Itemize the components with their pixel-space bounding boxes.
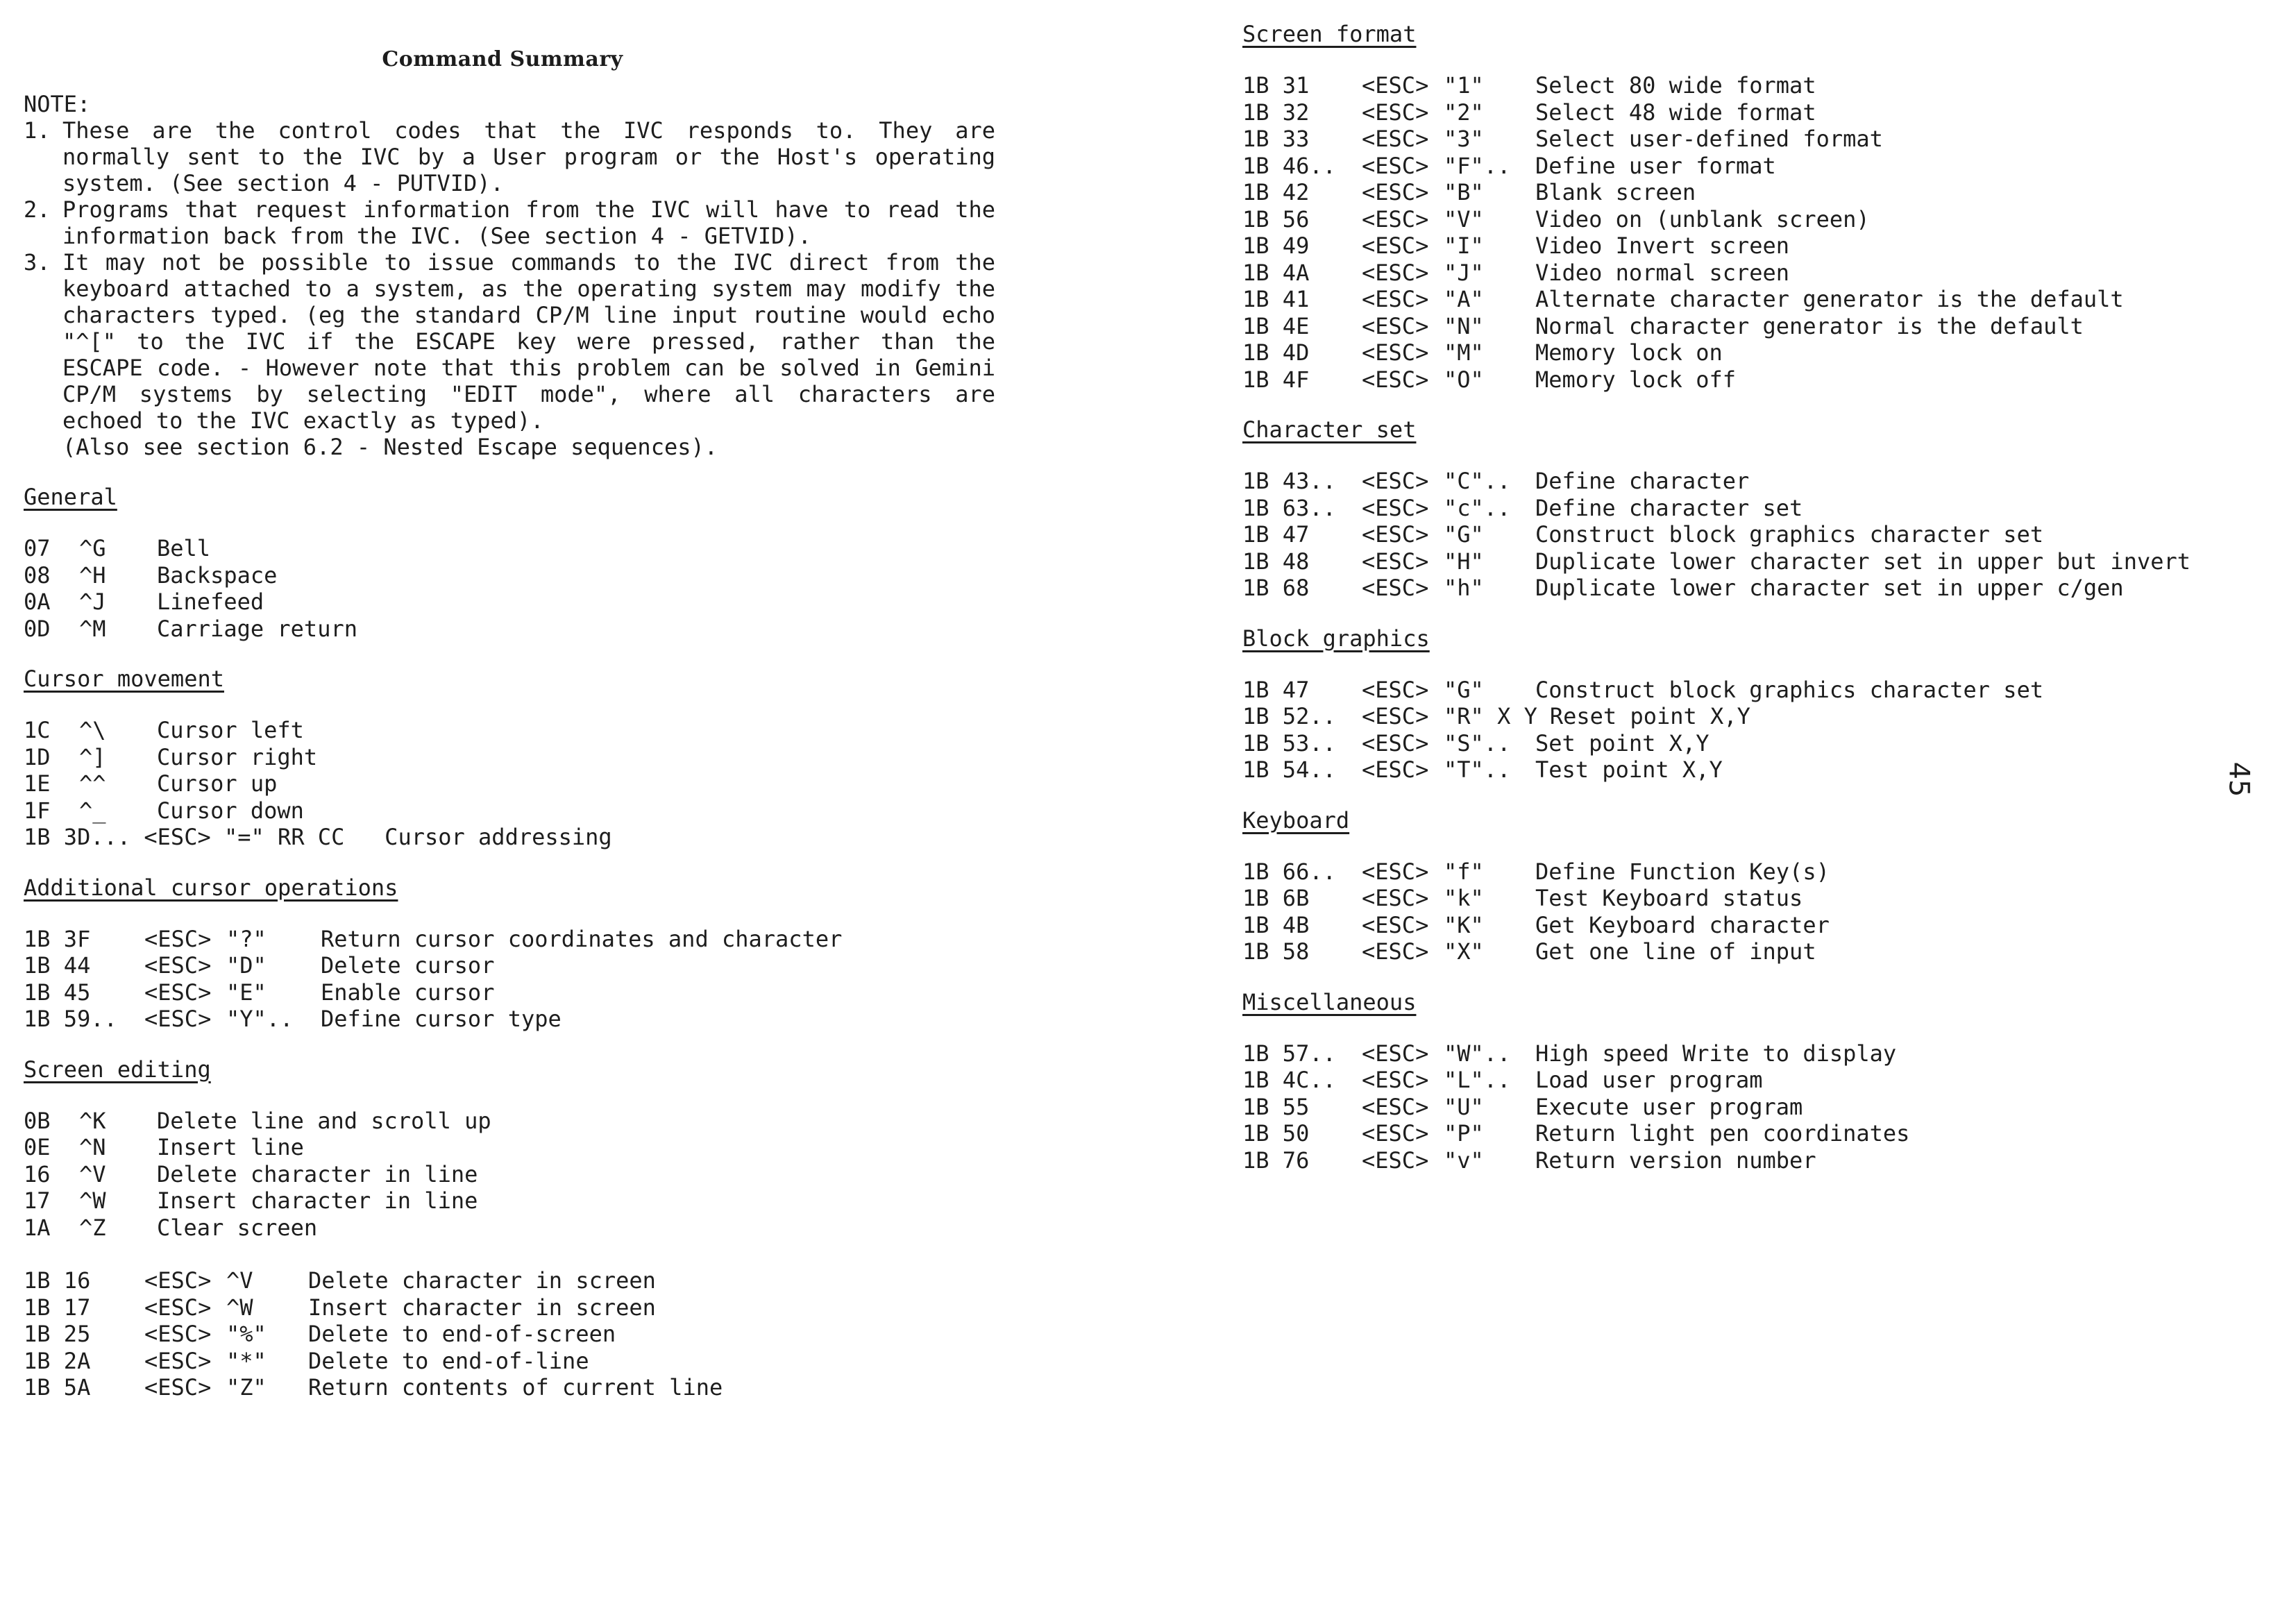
ctrl-key: ^^ [79,770,106,797]
table-row [1242,1147,2242,1174]
esc-key: <ESC> [144,1267,212,1294]
hex-code: 1B 4B [1242,911,1310,938]
command-description: Enable cursor [321,979,495,1006]
table-row [24,1187,995,1215]
command-description: Get one line of input [1535,938,1816,965]
hex-code: 1B 53.. [1242,729,1336,756]
command-description: Delete to end-of-screen [308,1321,616,1347]
table-row [24,1161,995,1188]
esc-key: <ESC> [1362,494,1429,521]
table-row [1242,938,2242,965]
table-row [1242,260,2242,287]
char-code: "Z" [226,1374,267,1401]
char-code: "M" [1444,339,1484,366]
hex-code: 1E [24,770,51,797]
char-code: "%" [226,1321,267,1347]
char-code: "U" [1444,1093,1484,1120]
note-number: 3. [24,249,51,276]
command-description: Construct block graphics character set [1535,676,2044,703]
section-heading-general: General [24,484,117,510]
ctrl-key: ^N [79,1134,106,1160]
table-row [24,717,995,744]
section-heading-screen-format: Screen format [1242,21,1417,47]
command-description: High speed Write to display [1535,1040,1897,1067]
hex-code: 1B 4F [1242,366,1310,393]
character-set-table [1242,468,2242,602]
char-code: "?" [226,925,267,952]
esc-key: <ESC> [1362,259,1429,286]
command-description: Cursor right [157,743,318,770]
hex-code: 1B 76 [1242,1147,1310,1174]
table-row [1242,730,2242,757]
hex-code: 0D [24,615,51,642]
command-description: Alternate character generator is the default [1535,286,2124,312]
command-description: Delete cursor [321,952,495,979]
ctrl-key: ^M [79,615,106,642]
command-description: Cursor up [157,770,278,797]
esc-key: <ESC> [144,925,212,952]
esc-key: <ESC> [1362,72,1429,99]
hex-code: 1B 42 [1242,179,1310,205]
hex-code: 1B 54.. [1242,756,1336,783]
esc-key: <ESC> [1362,179,1429,205]
char-code: "T".. [1444,756,1511,783]
table-row [1242,912,2242,939]
table-row [24,926,995,953]
command-description: Clear screen [157,1214,318,1241]
char-code: "h" [1444,575,1484,601]
esc-key: <ESC> [1362,99,1429,126]
command-description: Delete character in line [157,1160,478,1187]
char-code: "A" [1444,286,1484,312]
command-description: Insert character in line [157,1187,478,1214]
hex-code: 1B 31 [1242,72,1310,99]
table-row [24,1267,995,1294]
hex-code: 1B 32 [1242,99,1310,126]
char-code: "v" [1444,1147,1484,1174]
command-description: Backspace [157,561,278,589]
section-heading-block-graphics: Block graphics [1242,625,1430,652]
char-code: "G" [1444,676,1484,703]
ctrl-key: ^] [79,743,106,770]
command-description: Execute user program [1535,1093,1803,1120]
command-description: Load user program [1535,1067,1763,1093]
hex-code: 08 [24,561,51,589]
char-code: "c".. [1444,494,1511,521]
left-page [24,42,995,1401]
esc-key: <ESC> [1362,366,1429,393]
table-row [24,1134,995,1161]
hex-code: 1B 41 [1242,286,1310,312]
table-row [24,770,995,797]
table-row [24,1294,995,1321]
table-row [1242,126,2242,153]
table-row [24,952,995,979]
cursor-addressing-row [24,824,995,851]
esc-key: <ESC> [1362,205,1429,232]
table-row [1242,703,2242,730]
section-heading-additional-cursor: Additional cursor operations [24,874,398,901]
ctrl-key: ^V [79,1160,106,1187]
command-description: Define cursor type [321,1006,562,1032]
hex-code: 1B 48 [1242,548,1310,575]
screen-format-table [1242,72,2242,393]
command-description: Insert character in screen [308,1294,656,1321]
command-description: Linefeed [157,589,264,615]
esc-key: <ESC> [144,1294,212,1321]
hex-code: 1B 45 [24,979,91,1006]
esc-key: <ESC> [1362,232,1429,259]
screen-editing-esc-table [24,1267,995,1401]
command-description: Define user format [1535,152,1776,179]
table-row [24,979,995,1006]
hex-code: 1F [24,797,51,824]
ctrl-key: ^_ [79,797,106,824]
note-item [24,117,995,196]
char-code: "L".. [1444,1067,1511,1093]
command-description: Video on (unblank screen) [1535,205,1870,232]
table-row [1242,468,2242,495]
char-code: ^V [226,1267,253,1294]
command-description: Normal character generator is the default [1535,312,2084,339]
hex-code: 1B 50 [1242,1120,1310,1147]
hex-code: 1B 6B [1242,885,1310,911]
table-row [1242,1120,2242,1147]
esc-key: <ESC> [1362,339,1429,366]
char-code: "N" [1444,312,1484,339]
hex-code: 1D [24,743,51,770]
esc-key: <ESC> [1362,1093,1429,1120]
hex-code: 1B 4A [1242,259,1310,286]
table-row [1242,1067,2242,1094]
hex-code: 1B 57.. [1242,1040,1336,1067]
note-extra: (Also see section 6.2 - Nested Escape sequences). [62,434,718,460]
char-code: "1" [1444,72,1484,99]
esc-key: <ESC> [1362,676,1429,703]
command-description: Carriage return [157,615,357,642]
table-row [1242,339,2242,366]
char-code: ^W [226,1294,253,1321]
hex-code: 16 [24,1160,51,1187]
command-description: Define character set [1535,494,1803,521]
ctrl-key: ^\ [79,717,106,743]
char-code: "G" [1444,521,1484,548]
esc-key: <ESC> [1362,1067,1429,1093]
hex-code: 1B 4D [1242,339,1310,366]
esc-key: <ESC> [144,1347,212,1374]
page-title: Command Summary [382,47,623,71]
hex-code: 1B 17 [24,1294,91,1321]
command-description: Set point X,Y [1535,729,1710,756]
command-description: Select 48 wide format [1535,99,1816,126]
hex-code: 17 [24,1187,51,1214]
char-code: "R" X Y [1444,703,1537,729]
esc-key: <ESC> [1362,911,1429,938]
hex-code: 1B 43.. [1242,468,1336,494]
ctrl-key: ^G [79,535,106,561]
hex-code: 1B 44 [24,952,91,979]
command-description: Memory lock off [1535,366,1736,393]
table-row [1242,495,2242,522]
esc-key: <ESC> [1362,468,1429,494]
command-description: Get Keyboard character [1535,911,1830,938]
ctrl-key: ^J [79,589,106,615]
hex-code: 1B 5A [24,1374,91,1401]
table-row [1242,179,2242,206]
table-row [24,589,995,616]
hex-code: 1B 68 [1242,575,1310,601]
ctrl-key: ^Z [79,1214,106,1241]
esc-key: <ESC> [144,1006,212,1032]
table-row [24,1215,995,1242]
char-code: "I" [1444,232,1484,259]
screen-editing-ctrl-table [24,1108,995,1242]
command-description: Return contents of current line [308,1374,723,1401]
command-description: Delete to end-of-line [308,1347,589,1374]
ctrl-key: ^H [79,561,106,589]
table-row [24,797,995,824]
note-text: It may not be possible to issue commands to the IVC direct from the keyboard attached to a system, as the operating system may modify the characters typed. (eg the standard CP/M line input routine would echo "^[" to the IVC if the ESCAPE key were pressed, rather than the ESCAPE code. - However note that this problem can be solved in Gemini CP/M systems by selecting "EDIT mode", where all characters are echoed to the IVC exactly as typed). [62,249,995,434]
command-description: Delete line and scroll up [157,1107,491,1134]
section-heading-screen-editing: Screen editing [24,1056,211,1083]
table-row [1242,521,2242,548]
cursor-movement-table [24,717,995,851]
table-row [1242,232,2242,260]
command-description: Cursor left [157,717,304,743]
esc-key: <ESC> [1362,286,1429,312]
section-heading-character-set: Character set [1242,416,1417,443]
note-number: 1. [24,117,51,144]
esc-key: <ESC> [1362,548,1429,575]
char-code: "J" [1444,259,1484,286]
hex-code: 1B 63.. [1242,494,1336,521]
note-item [24,249,995,434]
esc-key: <ESC> [1362,575,1429,601]
page-number: 45 [2222,761,2255,797]
command-description: Video normal screen [1535,259,1790,286]
char-code: "k" [1444,885,1484,911]
command-description: Cursor down [157,797,304,824]
hex-code: 1B 47 [1242,676,1310,703]
hex-code: 1A [24,1214,51,1241]
section-heading-cursor-movement: Cursor movement [24,666,224,692]
esc-key: <ESC> [1362,938,1429,965]
section-heading-keyboard: Keyboard [1242,806,1350,834]
char-code: "*" [226,1347,267,1374]
command-description: Test point X,Y [1535,756,1723,783]
table-row [24,1006,995,1033]
command-description: Test Keyboard status [1535,885,1803,911]
table-row [1242,153,2242,180]
additional-cursor-table [24,926,995,1033]
command-description: Duplicate lower character set in upper c/gen [1535,575,2124,601]
esc-key: <ESC> [1362,1040,1429,1067]
esc-key: <ESC> [144,952,212,979]
hex-code: 1B 2A [24,1347,91,1374]
char-code: "S".. [1444,729,1511,756]
hex-code: 1B 58 [1242,938,1310,965]
command-description: Return cursor coordinates and character [321,925,843,952]
table-row [1242,206,2242,233]
note-item [24,196,995,249]
hex-code: 1B 55 [1242,1093,1310,1120]
hex-code: 1B 3F [24,925,91,952]
ctrl-key: ^K [79,1107,106,1134]
hex-code: 0B [24,1107,51,1134]
char-code: "D" [226,952,267,979]
char-code: "V" [1444,205,1484,232]
command-description: Memory lock on [1535,339,1723,366]
char-code: "C".. [1444,468,1511,494]
char-code: "f" [1444,858,1484,885]
table-row [24,535,995,562]
keyboard-table [1242,858,2242,965]
hex-code: 1C [24,717,51,743]
command-description: Reset point X,Y [1549,703,1750,729]
hex-code: 1B 4C.. [1242,1067,1336,1093]
char-code: "B" [1444,179,1484,205]
char-code: "2" [1444,99,1484,126]
esc-key: <ESC> [1362,858,1429,885]
table-row [24,744,995,771]
table-row [1242,72,2242,99]
esc-key: <ESC> [1362,1120,1429,1147]
esc-key: <ESC> [1362,126,1429,152]
command-description: Select user-defined format [1535,126,1883,152]
char-code: "Y".. [226,1006,294,1032]
table-row [1242,1094,2242,1121]
hex-code: 1B 16 [24,1267,91,1294]
command-description: Video Invert screen [1535,232,1790,259]
char-code: "X" [1444,938,1484,965]
ctrl-key: ^W [79,1187,106,1214]
esc-key: <ESC> [144,1374,212,1401]
table-row [1242,286,2242,313]
table-row [24,1108,995,1135]
table-row [1242,885,2242,912]
esc-key: <ESC> [1362,1147,1429,1174]
char-code: "P" [1444,1120,1484,1147]
char-code: "O" [1444,366,1484,393]
char-code: "H" [1444,548,1484,575]
command-description: Bell [157,535,211,561]
table-row [1242,366,2242,394]
command-description: Return version number [1535,1147,1816,1174]
hex-code: 1B 33 [1242,126,1310,152]
hex-code: 07 [24,535,51,561]
char-code: "F".. [1444,152,1511,179]
esc-key: <ESC> [1362,312,1429,339]
command-description: Duplicate lower character set in upper but invert [1535,548,2191,575]
table-row [1242,858,2242,886]
command-description: Return light pen coordinates [1535,1120,1910,1147]
command-description: Blank screen [1535,179,1696,205]
hex-code: 1B 49 [1242,232,1310,259]
hex-code: 1B 4E [1242,312,1310,339]
right-page [1242,21,2242,1174]
hex-code: 1B 25 [24,1321,91,1347]
esc-key: <ESC> [1362,885,1429,911]
note-text: Programs that request information from the IVC will have to read the information back from the IVC. (See section 4 - GETVID). [62,196,995,249]
note-label: NOTE: [24,91,91,117]
command-description: Construct block graphics character set [1535,521,2044,548]
esc-key: <ESC> [144,979,212,1006]
table-row [1242,756,2242,784]
hex-code: 0E [24,1134,51,1160]
hex-code: 1B 46.. [1242,152,1336,179]
note-text: These are the control codes that the IVC responds to. They are normally sent to the IVC by a User program or the Host's operating system. (See section 4 - PUTVID). [62,117,995,196]
table-row [1242,575,2242,602]
char-code: "E" [226,979,267,1006]
command-description: Define Function Key(s) [1535,858,1830,885]
general-table [24,535,995,642]
miscellaneous-table [1242,1040,2242,1174]
esc-key: <ESC> [1362,703,1429,729]
hex-code: 1B 47 [1242,521,1310,548]
command-description: Insert line [157,1134,304,1160]
table-row [24,1374,995,1401]
table-row [1242,548,2242,575]
table-row [1242,677,2242,704]
section-heading-miscellaneous: Miscellaneous [1242,988,1417,1015]
block-graphics-table [1242,677,2242,784]
cursor-addressing-line: 1B 3D... <ESC> "=" RR CC Cursor addressing [24,824,612,850]
hex-code: 1B 66.. [1242,858,1336,885]
table-row [24,1348,995,1375]
table-row [24,562,995,589]
table-row [24,1321,995,1348]
hex-code: 1B 52.. [1242,703,1336,729]
table-row [24,616,995,643]
esc-key: <ESC> [1362,521,1429,548]
table-row [1242,99,2242,126]
note-number: 2. [24,196,51,223]
hex-code: 1B 56 [1242,205,1310,232]
esc-key: <ESC> [1362,152,1429,179]
hex-code: 0A [24,589,51,615]
esc-key: <ESC> [1362,729,1429,756]
command-description: Delete character in screen [308,1267,656,1294]
command-description: Define character [1535,468,1750,494]
char-code: "K" [1444,911,1484,938]
command-description: Select 80 wide format [1535,72,1816,99]
char-code: "3" [1444,126,1484,152]
table-row [1242,1040,2242,1067]
char-code: "W".. [1444,1040,1511,1067]
esc-key: <ESC> [144,1321,212,1347]
table-row [1242,313,2242,340]
esc-key: <ESC> [1362,756,1429,783]
hex-code: 1B 59.. [24,1006,117,1032]
